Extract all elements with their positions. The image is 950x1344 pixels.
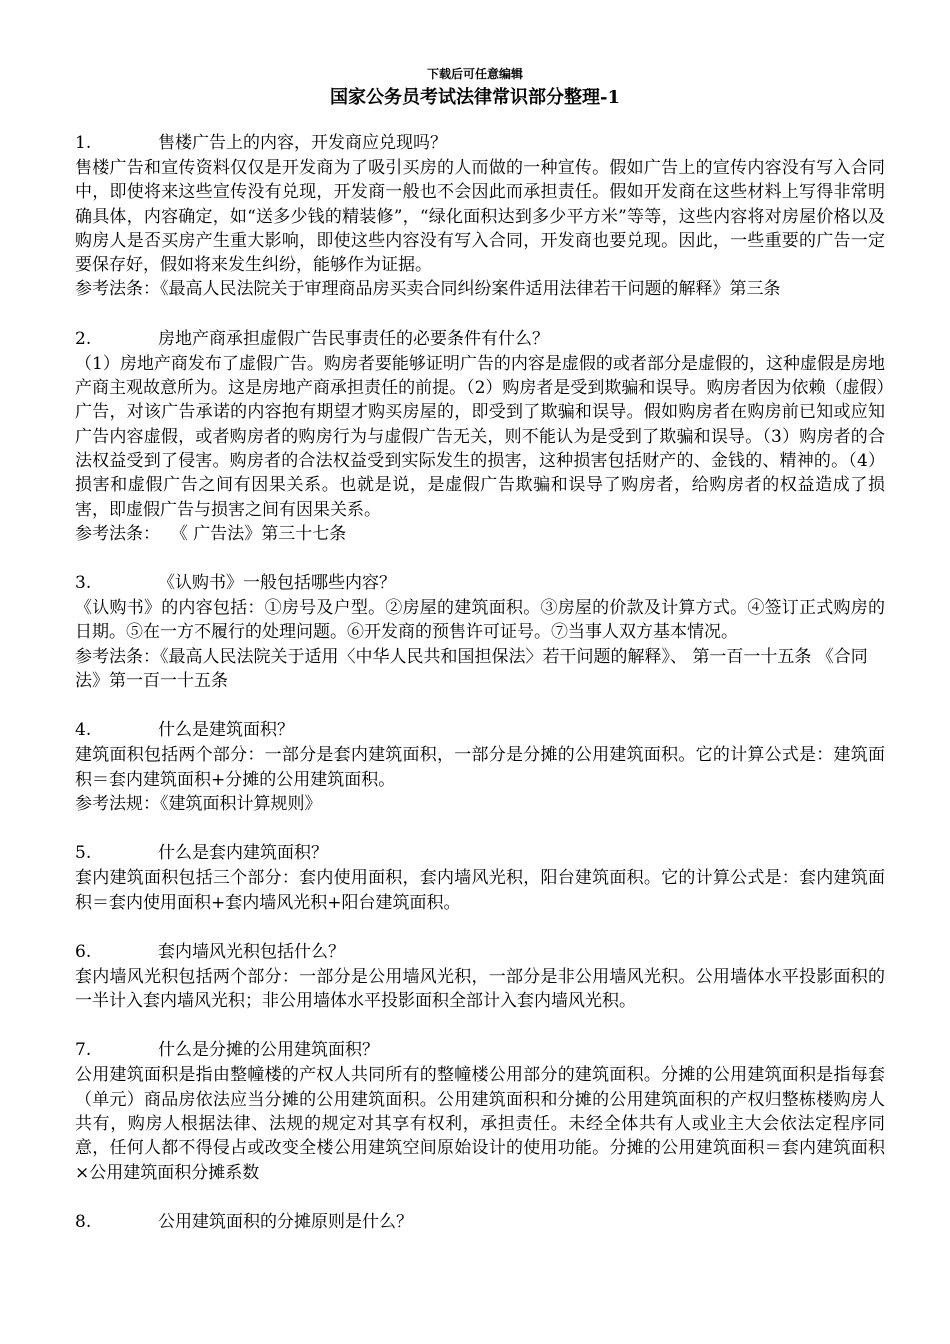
question-row xyxy=(75,1037,885,1063)
question-row xyxy=(75,717,885,743)
qa-section-4 xyxy=(75,717,885,816)
question-number: 8. xyxy=(75,1211,92,1232)
question-number: 3. xyxy=(75,573,92,594)
question-row xyxy=(75,570,885,596)
answer-paragraph: 建筑面积包括两个部分：一部分是套内建筑面积，一部分是分摊的公用建筑面积。它的计算公式是：建筑面积＝套内建筑面积+分摊的公用建筑面积。 xyxy=(75,745,885,790)
question-row xyxy=(75,326,885,352)
question-row xyxy=(75,130,885,156)
question-number: 1. xyxy=(75,133,92,153)
qa-section-7 xyxy=(75,1037,885,1184)
qa-section-2 xyxy=(75,326,885,546)
question-number: 7. xyxy=(75,1040,92,1061)
question-row xyxy=(75,939,885,965)
answer-paragraph: （1）房地产商发布了虚假广告。购房者要能够证明广告的内容是虚假的或者部分是虚假的，这种虚假是房地产商主观故意所为。这是房地产商承担责任的前提。（2）购房者是受到欺骗和误导。购房者因为依赖（虚假）广告，对该广告承诺的内容抱有期望才购买房屋的，即受到了欺骗和误导。假如购房者在购房前已知或应知广告内容虚假，或者购房者的购房行为与虚假广告无关，则不能认为是受到了欺骗和误导。（3）购房者的合法权益受到了侵害。购房者的合法权益受到实际发生的损害，这种损害包括财产的、金钱的、精神的。（4）损害和虚假广告之间有因果关系。也就是说，是虚假广告欺骗和误导了购房者，给购房者的权益造成了损害，即虚假广告与损害之间有因果关系。 xyxy=(75,353,885,520)
question-text: 房地产商承担虚假广告民事责任的必要条件有什么？ xyxy=(158,328,549,349)
document-title: 国家公务员考试法律常识部分整理-1 xyxy=(330,87,620,108)
question-row xyxy=(75,1209,885,1235)
answer-paragraph: 套内墙风光积包括两个部分：一部分是公用墙风光积，一部分是非公用墙风光积。公用墙体水平投影面积的一半计入套内墙风光积；非公用墙体水平投影面积全部计入套内墙风光积。 xyxy=(75,966,885,1012)
reference-law: 参考法条：《最高人民法院关于适用〈中华人民共和国担保法〉若干问题的解释》、 第一百一十五条 《合同法》第一百一十五条 xyxy=(75,646,868,692)
qa-section-5 xyxy=(75,840,885,915)
reference-law: 参考法条：《最高人民法院关于审理商品房买卖合同纠纷案件适用法律若干问题的解释》第三条 xyxy=(75,279,781,300)
question-number: 5. xyxy=(75,843,92,864)
document-body xyxy=(75,130,885,1259)
question-text: 《认购书》一般包括哪些内容？ xyxy=(158,573,396,594)
question-text: 什么是建筑面积？ xyxy=(158,720,294,741)
question-number: 6. xyxy=(75,941,92,962)
download-note: 下载后可任意编辑 xyxy=(426,67,523,81)
question-text: 套内墙风光积包括什么？ xyxy=(158,941,345,962)
answer-paragraph: 套内建筑面积包括三个部分：套内使用面积，套内墙风光积，阳台建筑面积。它的计算公式是：套内建筑面积＝套内使用面积+套内墙风光积+阳台建筑面积。 xyxy=(75,868,885,913)
question-text: 什么是分摊的公用建筑面积？ xyxy=(158,1040,379,1061)
question-text: 售楼广告上的内容，开发商应兑现吗？ xyxy=(158,133,447,153)
qa-section-6 xyxy=(75,939,885,1014)
answer-paragraph: 售楼广告和宣传资料仅仅是开发商为了吸引买房的人而做的一种宣传。假如广告上的宣传内容没有写入合同中，即使将来这些宣传没有兑现，开发商一般也不会因此而承担责任。假如开发商在这些材料上写得非常明确具体，内容确定，如“送多少钱的精装修”，“绿化面积达到多少平方米”等等，这些内容将对房屋价格以及购房人是否买房产生重大影响，即使这些内容没有写入合同，开发商也要兑现。因此，一些重要的广告一定要保存好，假如将来发生纠纷，能够作为证据。 xyxy=(75,158,885,276)
qa-section-8 xyxy=(75,1209,885,1235)
question-row xyxy=(75,840,885,866)
answer-paragraph: 《认购书》的内容包括：①房号及户型。②房屋的建筑面积。③房屋的价款及计算方式。④签订正式购房的日期。⑤在一方不履行的处理问题。⑥开发商的预售许可证号。⑦当事人双方基本情况。 xyxy=(75,598,885,643)
answer-paragraph: 公用建筑面积是指由整幢楼的产权人共同所有的整幢楼公用部分的建筑面积。分摊的公用建筑面积是指每套（单元）商品房依法应当分摊的公用建筑面积。公用建筑面积和分摊的公用建筑面积的产权归整栋楼购房人共有，购房人根据法律、法规的规定对其享有权利，承担责任。未经全体共有人或业主大会依法定程序同意，任何人都不得侵占或改变全楼公用建筑空间原始设计的使用功能。分摊的公用建筑面积＝套内建筑面积×公用建筑面积分摊系数 xyxy=(75,1065,885,1183)
reference-law: 参考法条： 《 广告法》第三十七条 xyxy=(75,523,347,544)
question-text: 公用建筑面积的分摊原则是什么？ xyxy=(158,1211,413,1232)
question-text: 什么是套内建筑面积？ xyxy=(158,843,328,864)
qa-section-1 xyxy=(75,130,885,302)
qa-section-3 xyxy=(75,570,885,693)
question-number: 4. xyxy=(75,720,92,741)
question-number: 2. xyxy=(75,328,92,349)
reference-law: 参考法规：《建筑面积计算规则》 xyxy=(75,793,322,814)
